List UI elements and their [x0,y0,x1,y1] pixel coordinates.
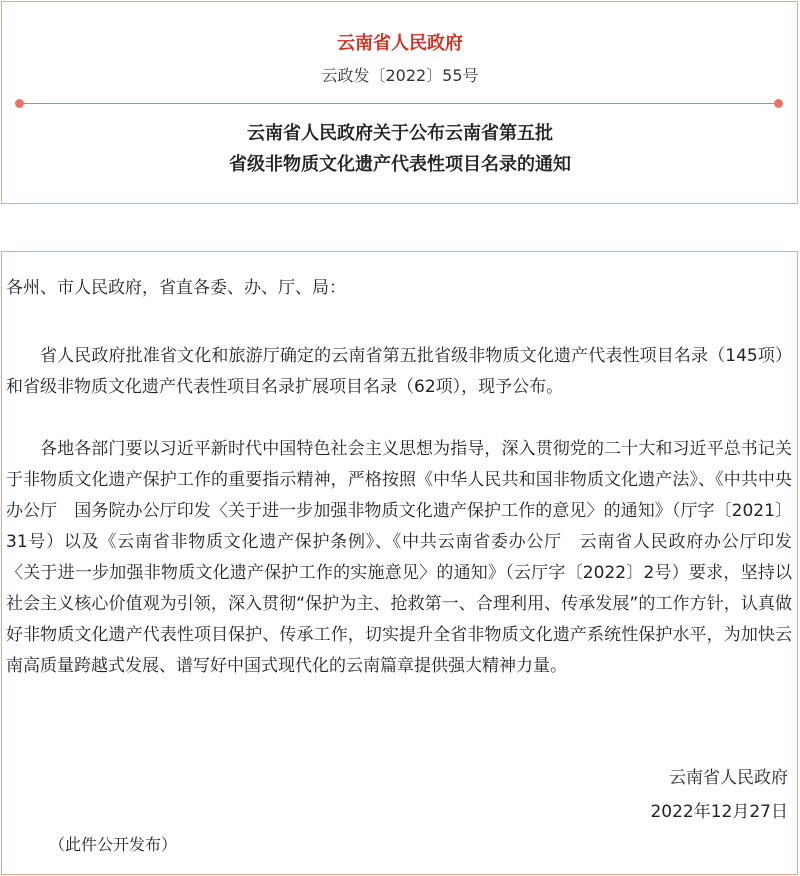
title-line-1: 云南省人民政府关于公布云南省第五批 [247,123,553,144]
publication-note: （此件公开发布） [49,835,178,854]
divider-right-dot [774,99,783,108]
paragraph-2: 各地各部门要以习近平新时代中国特色社会主义思想为指导，深入贯彻党的二十大和习近平总书记关于非物质文化遗产保护工作的重要指示精神，严格按照《中华人民共和国非物质文化遗产法》、《中共中央办公厅 国务院办公厅印发〈关于进一步加强非物质文化遗产保护工作的意见〉的通知》（厅字〔2021〕31号）以及《云南省非物质文化遗产保护条例》、《中共云南省委办公厅 云南省人民政府办公厅印发〈关于进一步加强非物质文化遗产保护工作的实施意见〉的通知》（云厅字〔2022〕2号）要求，坚持以社会主义核心价值观为引领，深入贯彻“保护为主、抢救第一、合理利用、传承发展”的工作方针，认真做好非物质文化遗产代表性项目保护、传承工作，切实提升全省非物质文化遗产系统性保护水平，为加快云南高质量跨越式发展、谱写好中国式现代化的云南篇章提供强大精神力量。 [6,439,792,676]
issue-date: 2022年12月27日 [650,802,788,822]
title-line-2: 省级非物质文化遗产代表性项目名录的通知 [229,154,571,175]
paragraph-1: 省人民政府批准省文化和旅游厅确定的云南省第五批省级非物质文化遗产代表性项目名录（145项）和省级非物质文化遗产代表性项目名录扩展项目名录（62项），现予公布。 [6,346,792,397]
salutation: 各州、市人民政府，省直各委、办、厅、局： [6,278,346,298]
issuing-agency: 云南省人民政府 [337,33,463,54]
document-number: 云政发〔2022〕55号 [321,66,479,85]
header-divider [19,103,779,104]
signer: 云南省人民政府 [669,768,788,788]
document-title [0,118,800,180]
divider-left-dot [15,99,24,108]
